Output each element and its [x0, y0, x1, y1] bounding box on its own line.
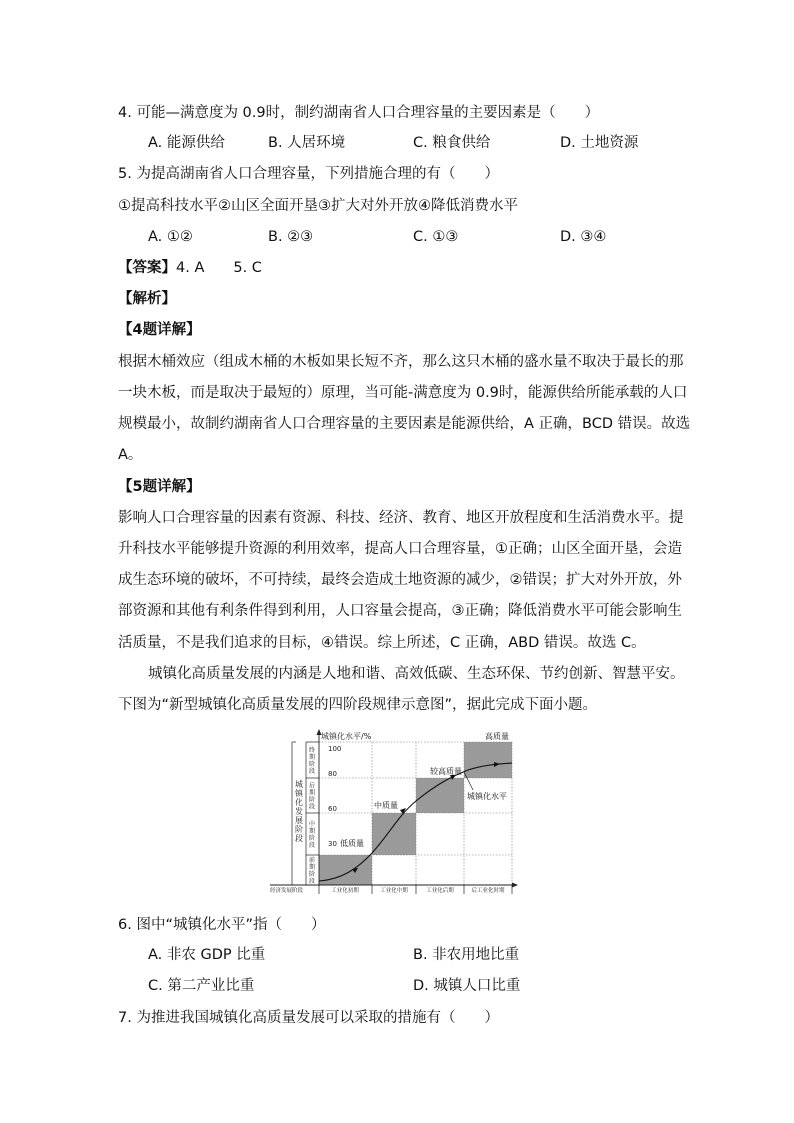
detail4-label: 【4题详解】	[118, 322, 201, 338]
q5-stem: 5. 为提高湖南省人口合理容量，下列措施合理的有（ ）	[118, 166, 499, 182]
intro-line: 下图为“新型城镇化高质量发展的四阶段规律示意图”，据此完成下面小题。	[118, 697, 598, 713]
left-stage-late	[309, 782, 315, 811]
detail5-line: 影响人口合理容量的因素有资源、科技、经济、教育、地区开放程度和生活消费水平。提	[118, 510, 684, 526]
vertical-char: 段	[308, 878, 316, 885]
x-axis-arrow	[512, 883, 518, 888]
vertical-char: 镇	[295, 789, 303, 798]
answer-line	[118, 258, 262, 278]
left-stage-middle	[309, 820, 315, 849]
vertical-char: 阶	[308, 761, 316, 768]
detail4-line: 规模最小，故制约湖南省人口合理容量的主要因素是能源供给，A 正确，BCD 错误。故选	[118, 416, 691, 432]
y-tick-60: 60	[328, 805, 337, 813]
q5-option-a: A. ①②	[148, 229, 193, 245]
detail4-line: A。	[118, 447, 143, 463]
label-higher-quality: 较高质量	[430, 767, 462, 776]
left-stage-final	[309, 746, 315, 775]
vertical-char: 段	[308, 768, 316, 775]
left-axis-title	[295, 779, 304, 843]
q6-stem: 6. 图中“城镇化水平”指（ ）	[118, 917, 326, 933]
y-axis-title: 城镇化水平/%	[321, 732, 372, 741]
bottom-axis-title: 经济发展阶段	[270, 888, 304, 894]
q6-option-a: A. 非农 GDP 比重	[148, 947, 266, 963]
detail5-line: 成生态环境的破坏，不可持续，最终会造成土地资源的减少，②错误；扩大对外开放，外	[118, 572, 682, 588]
detail5-label: 【5题详解】	[118, 479, 201, 495]
q6-option-c: C. 第二产业比重	[148, 978, 255, 994]
vertical-char: 期	[308, 864, 316, 871]
vertical-char: 化	[295, 798, 303, 807]
q4-stem: 4. 可能—满意度为 0.9时，制约湖南省人口合理容量的主要因素是（ ）	[118, 105, 600, 121]
vertical-char: 城	[295, 780, 303, 789]
detail5-line: 活质量，不是我们追求的目标，④错误。综上所述，C 正确，ABD 错误。故选 C。	[118, 635, 646, 651]
mid-quality-block	[372, 813, 416, 855]
y-tick-80: 80	[328, 770, 337, 778]
vertical-char: 中	[308, 821, 316, 828]
vertical-char: 期	[308, 754, 316, 761]
vertical-char: 终	[308, 747, 316, 754]
q5-option-d: D. ③④	[560, 229, 607, 245]
intro-line: 城镇化高质量发展的内涵是人地和谐、高效低碳、生态环保、节约创新、智慧平安。	[148, 666, 685, 682]
vertical-char: 展	[295, 816, 303, 825]
urbanization-stage-figure	[268, 728, 526, 896]
answer-label: 【答案】	[118, 260, 176, 276]
y-tick-30: 30	[328, 840, 337, 848]
detail4-line: 根据木桶效应（组成木桶的木板如果长短不齐，那么这只木桶的盛水量不取决于最长的那	[118, 354, 684, 370]
label-mid-quality: 中质量	[374, 801, 398, 810]
vertical-char: 期	[308, 789, 316, 797]
vertical-char: 后	[308, 782, 316, 790]
detail4-line: 一块木板，而是取决于最短的）原理，当可能-满意度为 0.9时，能源供给所能承载的人口	[118, 385, 688, 401]
label-high-quality: 高质量	[485, 732, 509, 741]
vertical-char: 阶	[308, 835, 316, 842]
vertical-char: 段	[295, 834, 303, 843]
q6-option-d: D. 城镇人口比重	[413, 978, 521, 994]
q4-option-b: B. 人居环境	[268, 135, 346, 151]
q5-option-b: B. ②③	[268, 229, 314, 245]
vertical-char: 阶	[295, 825, 303, 834]
q4-option-c: C. 粮食供给	[413, 135, 491, 151]
q6-option-b: B. 非农用地比重	[413, 947, 520, 963]
q5-items: ①提高科技水平②山区全面开垦③扩大对外开放④降低消费水平	[118, 198, 518, 214]
q4-option-a: A. 能源供给	[148, 135, 225, 151]
vertical-char: 阶	[308, 871, 316, 878]
vertical-char: 前	[308, 857, 316, 864]
vertical-char: 发	[295, 807, 303, 816]
label-low-quality: 低质量	[340, 839, 364, 848]
vertical-char: 段	[308, 803, 316, 811]
q5-option-c: C. ①③	[413, 229, 459, 245]
vertical-char: 段	[308, 842, 316, 849]
detail5-line: 升科技水平能够提升资源的利用效率，提高人口合理容量，①正确；山区全面开垦，会造	[118, 541, 682, 557]
vertical-char: 期	[308, 828, 316, 835]
bottom-stage: 工业化初期	[331, 888, 359, 894]
q4-option-d: D. 土地资源	[560, 135, 639, 151]
answer-text: 4. A 5. C	[176, 260, 262, 276]
bottom-stage: 工业化后期	[426, 888, 454, 894]
label-curve: 城镇化水平	[467, 792, 507, 801]
left-stage-early	[309, 856, 315, 885]
vertical-char: 阶	[308, 796, 316, 804]
analysis-label: 【解析】	[118, 291, 176, 307]
detail5-line: 部资源和其他有利条件得到利用，人口容量会提高，③正确；降低消费水平可能会影响生	[118, 603, 682, 619]
y-tick-100: 100	[328, 745, 342, 753]
high-quality-block	[464, 742, 512, 778]
bottom-stage: 后工业化时期	[471, 888, 505, 894]
q7-stem: 7. 为推进我国城镇化高质量发展可以采取的措施有（ ）	[118, 1010, 499, 1026]
bottom-stage: 工业化中期	[380, 888, 408, 894]
